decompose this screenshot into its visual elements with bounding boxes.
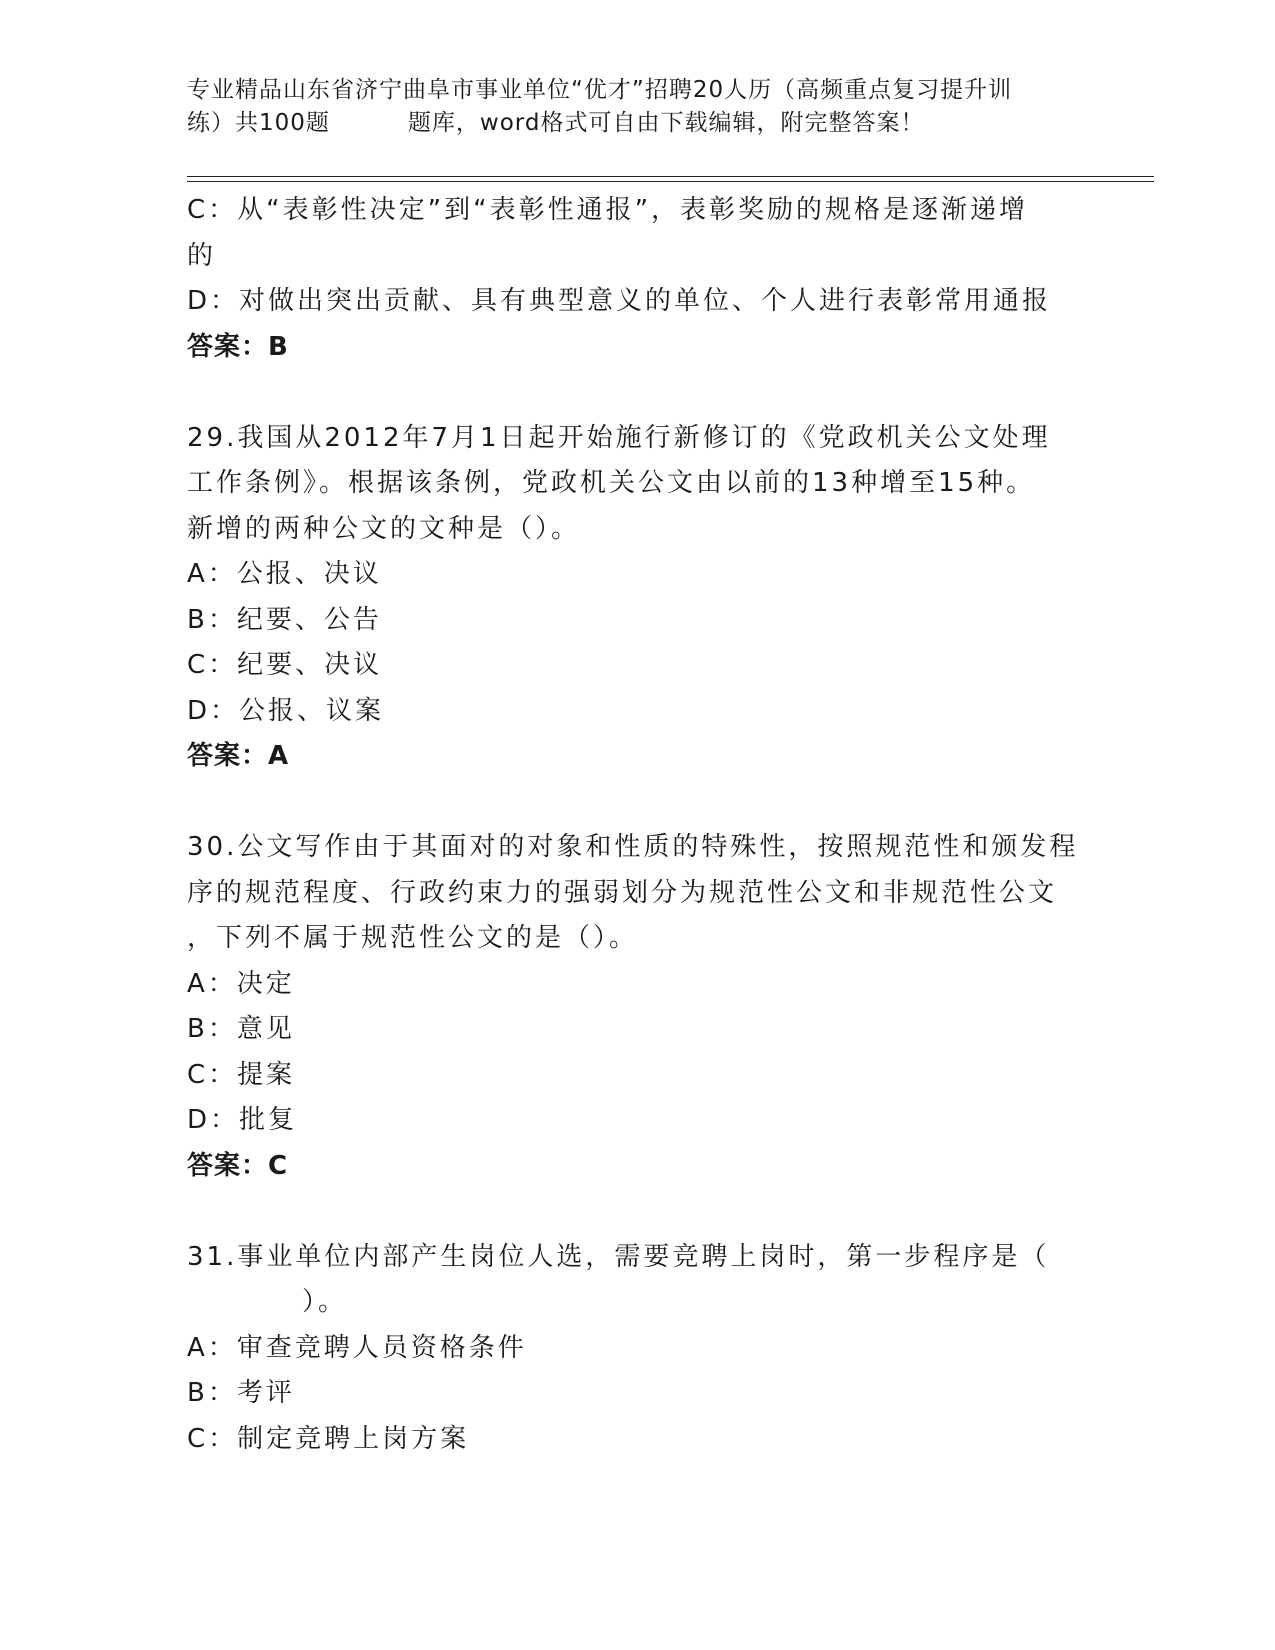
- option-c: C：纪要、决议: [187, 650, 383, 680]
- header-title-line-2-part-1: 练）共100题: [187, 110, 330, 136]
- header-title-line-1: 专业精品山东省济宁曲阜市事业单位“优才”招聘20人历（高频重点复习提升训: [187, 77, 1013, 103]
- option-d: D：批复: [187, 1105, 298, 1135]
- option-b: B：纪要、公告: [187, 604, 382, 635]
- header-title-line-2-part-2: 题库，word格式可自由下载编辑，附完整答案！: [407, 110, 925, 136]
- option-c: C：制定竞聘上岗方案: [187, 1423, 470, 1454]
- question-29: [187, 416, 1077, 780]
- answer: 答案：A: [187, 741, 290, 771]
- question-text-line-1: 29.我国从2012年7月1日起开始施行新修订的《党政机关公文处理: [187, 422, 1051, 453]
- header-title-line-2: [187, 107, 1087, 140]
- question-30: [187, 825, 1077, 1189]
- option-c-continued: 的: [187, 240, 217, 271]
- question-text-line-2: 工作条例》。根据该条例，党政机关公文由以前的13种增至15种。: [187, 468, 1036, 498]
- option-a: A：决定: [187, 968, 295, 999]
- option-b: B：意见: [187, 1014, 295, 1044]
- question-text-line-3: ，下列不属于规范性公文的是（）。: [187, 923, 639, 953]
- answer: 答案：C: [187, 1150, 289, 1181]
- option-c: C：从“表彰性决定”到“表彰性通报”，表彰奖励的规格是逐渐递增: [187, 195, 1029, 225]
- option-a: A：审查竞聘人员资格条件: [187, 1332, 527, 1363]
- option-b: B：考评: [187, 1378, 295, 1408]
- question-text-line-1: 31.事业单位内部产生岗位人选，需要竞聘上岗时，第一步程序是（: [187, 1241, 1050, 1272]
- header-divider-top: [187, 176, 1154, 177]
- question-28-tail: [187, 188, 1077, 370]
- option-d: D：公报、议案: [187, 695, 385, 726]
- question-31: [187, 1235, 1077, 1463]
- option-d: D：对做出突出贡献、具有典型意义的单位、个人进行表彰常用通报: [187, 286, 1052, 316]
- option-a: A：公报、决议: [187, 559, 382, 589]
- answer: 答案：B: [187, 331, 289, 362]
- page-header: [187, 74, 1087, 140]
- option-c: C：提案: [187, 1059, 296, 1090]
- question-list: [187, 188, 1077, 1462]
- question-text-line-2: ）。: [302, 1287, 348, 1317]
- question-text-line-2: 序的规范程度、行政约束力的强弱划分为规范性公文和非规范性公文: [187, 877, 1058, 908]
- header-divider-bottom: [187, 181, 1154, 182]
- question-text-line-3: 新增的两种公文的文种是（）。: [187, 513, 581, 544]
- question-text-line-1: 30.公文写作由于其面对的对象和性质的特殊性，按照规范性和颁发程: [187, 832, 1079, 862]
